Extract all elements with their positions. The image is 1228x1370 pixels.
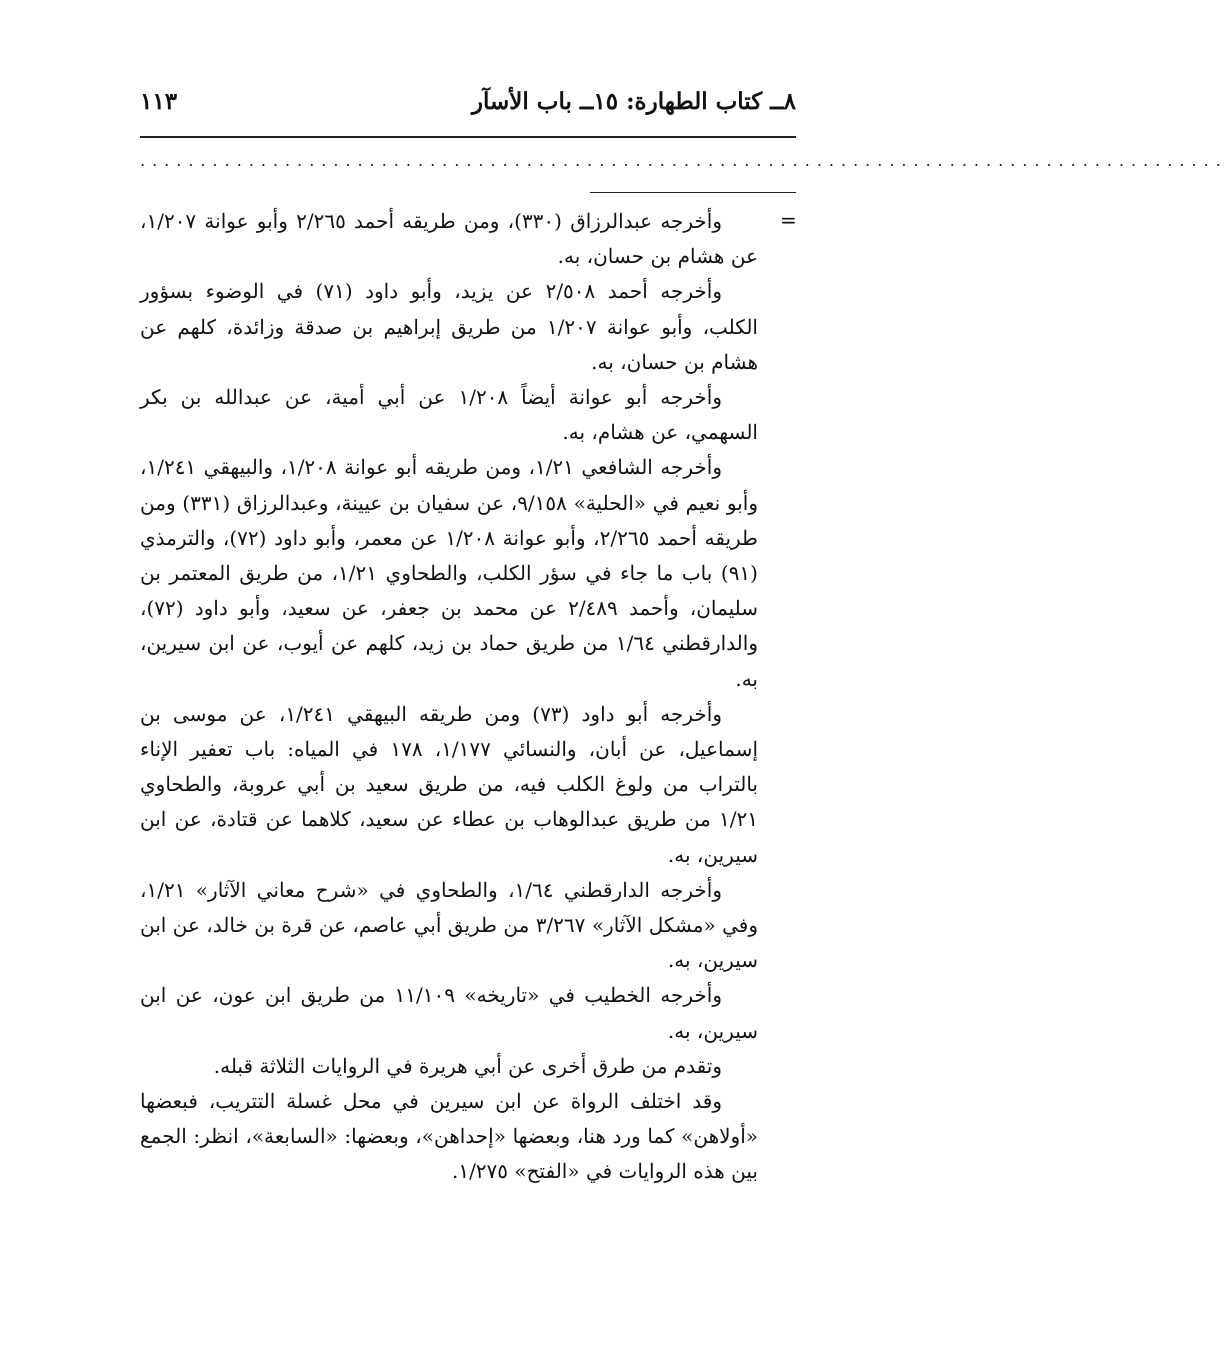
paragraph: وقد اختلف الرواة عن ابن سيرين في محل غسلة التتريب، فبعضها «أولاهن» كما ورد هنا، وبعضها «إحداهن»، وبعضها: «السابعة»، انظر: الجمع بين هذه الروايات في «الفتح» ١/٢٧٥. bbox=[140, 1089, 758, 1184]
paragraph: وأخرجه أحمد ٢/٥٠٨ عن يزيد، وأبو داود (٧١) في الوضوء بسؤور الكلب، وأبو عوانة ١/٢٠٧ من طريق إبراهيم بن صدقة وزائدة، كلهم عن هشام بن حسان، به. bbox=[140, 279, 758, 374]
chapter-title: ٨ــ كتاب الطهارة: ١٥ــ باب الأسآر bbox=[471, 88, 796, 115]
ellipsis-separator: .......................................................................................... bbox=[140, 151, 1228, 170]
paragraph: وتقدم من طرق أخرى عن أبي هريرة في الروايات الثلاثة قبله. bbox=[213, 1053, 722, 1078]
footnote-body bbox=[140, 204, 758, 1190]
paragraph: وأخرجه أبو عوانة أيضاً ١/٢٠٨ عن أبي أمية، عن عبدالله بن بكر السهمي، عن هشام، به. bbox=[140, 385, 758, 445]
paragraph: وأخرجه الخطيب في «تاريخه» ١١/١٠٩ من طريق ابن عون، عن ابن سيرين، به. bbox=[140, 983, 758, 1043]
paragraph: وأخرجه الدارقطني ١/٦٤، والطحاوي في «شرح معاني الآثار» ١/٢١، وفي «مشكل الآثار» ٣/٢٦٧ من طريق أبي عاصم، عن قرة بن خالد، عن ابن سيرين، به. bbox=[140, 877, 758, 973]
running-header bbox=[140, 88, 796, 124]
header-rule bbox=[140, 136, 796, 138]
paragraph: وأخرجه الشافعي ١/٢١، ومن طريقه أبو عوانة ١/٢٠٨، والبيهقي ١/٢٤١، وأبو نعيم في «الحلية» ٩/١٥٨، عن سفيان بن عيينة، وعبدالرزاق (٣٣١) ومن طريقه أحمد ٢/٢٦٥، وأبو عوانة ١/٢٠٨ عن معمر، وأبو داود (٧٢)، والترمذي (٩١) باب ما جاء في سؤر الكلب، والطحاوي ١/٢١، من طريق المعتمر بن سليمان، وأحمد ٢/٤٨٩ عن محمد بن جعفر، عن سعيد، وأبو داود (٧٢)، والدارقطني ١/٦٤ من طريق حماد بن زيد، كلهم عن أيوب، عن ابن سيرين، به. bbox=[140, 455, 759, 691]
paragraph: وأخرجه أبو داود (٧٣) ومن طريقه البيهقي ١/٢٤١، عن موسى بن إسماعيل، عن أبان، والنسائي ١/١٧٧، ١٧٨ في المياه: باب تعفير الإناء بالتراب من ولوغ الكلب فيه، من طريق سعيد بن أبي عروبة، والطحاوي ١/٢١ من طريق عبدالوهاب بن عطاء عن سعيد، كلاهما عن قتادة، عن ابن سيرين، به. bbox=[140, 701, 758, 867]
paragraph: وأخرجه عبدالرزاق (٣٣٠)، ومن طريقه أحمد ٢/٢٦٥ وأبو عوانة ١/٢٠٧، عن هشام بن حسان، به. bbox=[140, 209, 758, 269]
continuation-mark: = bbox=[780, 208, 797, 232]
page-number: ١١٣ bbox=[140, 88, 178, 115]
footnote-rule bbox=[590, 192, 796, 193]
